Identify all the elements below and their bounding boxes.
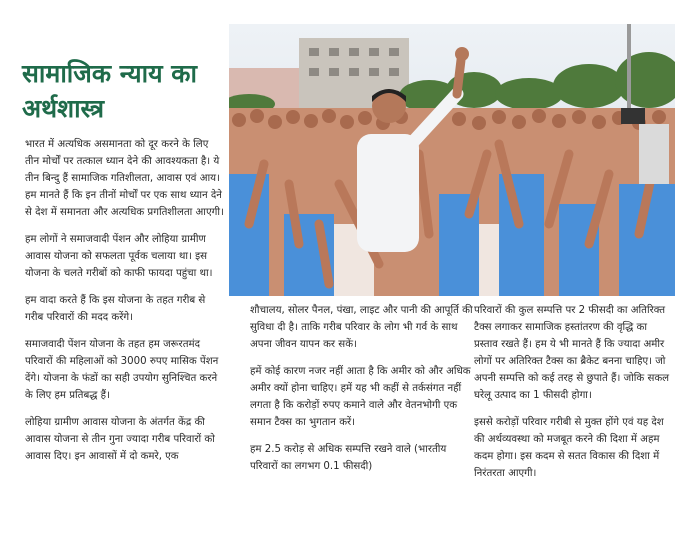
text-column-2 <box>250 302 475 485</box>
text-column-1 <box>25 136 225 475</box>
paragraph: हम वादा करते हैं कि इस योजना के तहत गरीब से गरीब परिवारों की मदद करेंगे। <box>25 295 206 323</box>
paragraph: हमें कोई कारण नजर नहीं आता है कि अमीर को और अधिक अमीर क्यों होना चाहिए। हमें यह भी कहीं से तर्कसंगत नहीं लगता है कि करोड़ों रुपए कमाने वाले और वेतनभोगी एक समान टैक्स का भुगतान करें। <box>250 366 471 428</box>
rally-photo-illustration <box>229 24 675 296</box>
paragraph: परिवारों की कुल सम्पत्ति पर 2 फीसदी का अतिरिक्त टैक्स लगाकर सामाजिक हस्तांतरण की वृद्धि का प्रस्ताव रखते हैं। हम ये भी मानते हैं कि ज्यादा अमीर लोगों पर अतिरिक्त टैक्स का ब्रैकेट बनना चाहिए। जो अपनी सम्पत्ति को कई तरह से छुपाते हैं। जोकि सकल घरेलू उत्पाद का 1 फीसदी होगा। <box>474 305 670 401</box>
rally-photo <box>229 24 675 296</box>
article-title <box>22 56 222 126</box>
text-column-3 <box>474 302 674 492</box>
paragraph: हम लोगों ने समाजवादी पेंशन और लोहिया ग्रामीण आवास योजना को सफलता पूर्वक चलाया था। इस योजना के चलते गरीबों को काफी फायदा पहुंचा था। <box>25 234 213 279</box>
paragraph: हम 2.5 करोड़ से अधिक सम्पत्ति रखने वाले (भारतीय परिवारों का लगभग 0.1 फीसदी) <box>250 444 447 472</box>
paragraph: शौचालय, सोलर पैनल, पंखा, लाइट और पानी की आपूर्ति की सुविधा दी है। ताकि गरीब परिवार के लोग भी गर्व के साथ अपना जीवन यापन कर सकें। <box>250 305 473 350</box>
paragraph: लोहिया ग्रामीण आवास योजना के अंतर्गत केंद्र की आवास योजना से तीन गुना ज्यादा गरीब परिवारों को आवास दिए। इन आवासों में दो कमरे, एक <box>25 417 215 462</box>
paragraph: इससे करोड़ों परिवार गरीबी से मुक्त होंगे एवं यह देश की अर्थव्यवस्था को मजबूत करने की दिशा में अहम कदम होगा। इस कदम से सतत विकास की दिशा में निरंतरता आएगी। <box>474 417 664 479</box>
paragraph: समाजवादी पेंशन योजना के तहत हम जरूरतमंद परिवारों की महिलाओं को 3000 रुपए मासिक पेंशन देंगे। योजना के फंडों का सही उपयोग सुनिश्चित करने के लिए हम प्रतिबद्ध हैं। <box>25 339 219 401</box>
article-title-line1: सामाजिक न्याय का <box>22 59 197 88</box>
paragraph: भारत में अत्यधिक असमानता को दूर करने के लिए तीन मोर्चों पर तत्काल ध्यान देने की आवश्यकता है। ये तीन बिन्दु हैं सामाजिक गतिशीलता, आवास एवं आय। हम मानते हैं कि इन तीनों मोर्चों पर एक साथ ध्यान देने से देश में समानता और अत्यधिक प्रगतिशीलता आएगी। <box>25 139 224 218</box>
article-title-line2: अर्थशास्त्र <box>22 94 105 123</box>
